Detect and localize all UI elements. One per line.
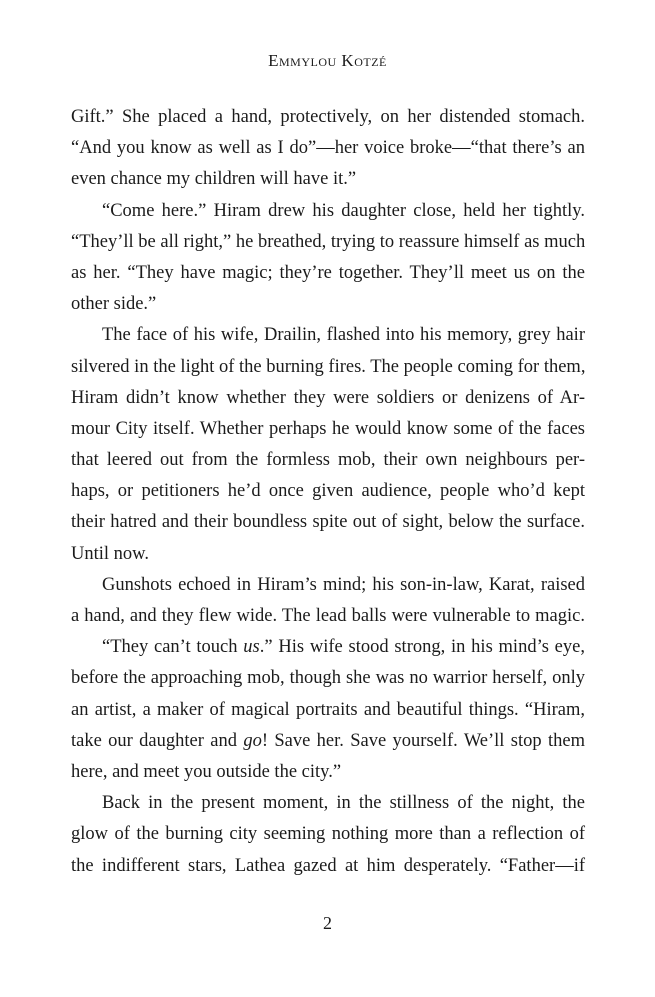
text-run: ! Save her. Save yourself. We’ll stop them <box>261 730 585 751</box>
text-line: that leered out from the formless mob, their own neighbours per- <box>71 450 585 471</box>
text-line: other side.” <box>71 294 157 315</box>
text-line: Hiram didn’t know whether they were soldiers or denizens of Ar- <box>71 387 585 408</box>
text-run: take our daughter and <box>71 730 244 751</box>
text-line: here, and meet you outside the city.” <box>71 761 342 782</box>
text-line <box>71 726 585 757</box>
emphasis-text: us <box>243 637 260 658</box>
text-line: even chance my children will have it.” <box>71 169 357 190</box>
text-line: glow of the burning city seeming nothing more than a reflection of <box>71 824 585 845</box>
text-run: “They can’t touch <box>102 637 244 658</box>
text-run: .” His wife stood strong, in his mind’s eye, <box>259 637 585 658</box>
text-line: silvered in the light of the burning fires. The people coming for them, <box>71 356 586 377</box>
text-line: before the approaching mob, though she was no warrior herself, only <box>71 668 585 689</box>
text-line: the indifferent stars, Lathea gazed at him desperately. “Father—if <box>71 855 585 876</box>
text-line: “They’ll be all right,” he breathed, trying to reassure himself as much <box>71 231 586 252</box>
text-line: haps, or petitioners he’d once given audience, people who’d kept <box>71 481 585 502</box>
text-line: Gift.” She placed a hand, protectively, on her distended stomach. <box>71 107 585 127</box>
text-line: an artist, a maker of magical portraits and beautiful things. “Hiram, <box>71 699 585 720</box>
page-number: 2 <box>323 913 332 933</box>
text-line: a hand, and they flew wide. The lead balls were vulnerable to magic. <box>71 606 585 626</box>
text-line <box>71 632 585 663</box>
text-line: The face of his wife, Drailin, flashed into his memory, grey hair <box>102 325 585 346</box>
running-head-author: Emmylou Kotzé <box>268 51 387 70</box>
emphasis-text: go <box>243 730 262 751</box>
text-line: Until now. <box>71 543 149 564</box>
text-line: Back in the present moment, in the stillness of the night, the <box>102 793 585 814</box>
body-text <box>71 102 585 882</box>
text-line: their hatred and their boundless spite out of sight, below the surface. <box>71 512 585 533</box>
text-line: mour City itself. Whether perhaps he would know some of the faces <box>71 418 585 439</box>
text-line: as her. “They have magic; they’re together. They’ll meet us on the <box>71 262 585 283</box>
text-line: “And you know as well as I do”—her voice broke—“that there’s an <box>71 138 585 159</box>
text-line: Gunshots echoed in Hiram’s mind; his son-in-law, Karat, raised <box>102 574 585 595</box>
text-line: “Come here.” Hiram drew his daughter close, held her tightly. <box>102 200 585 221</box>
